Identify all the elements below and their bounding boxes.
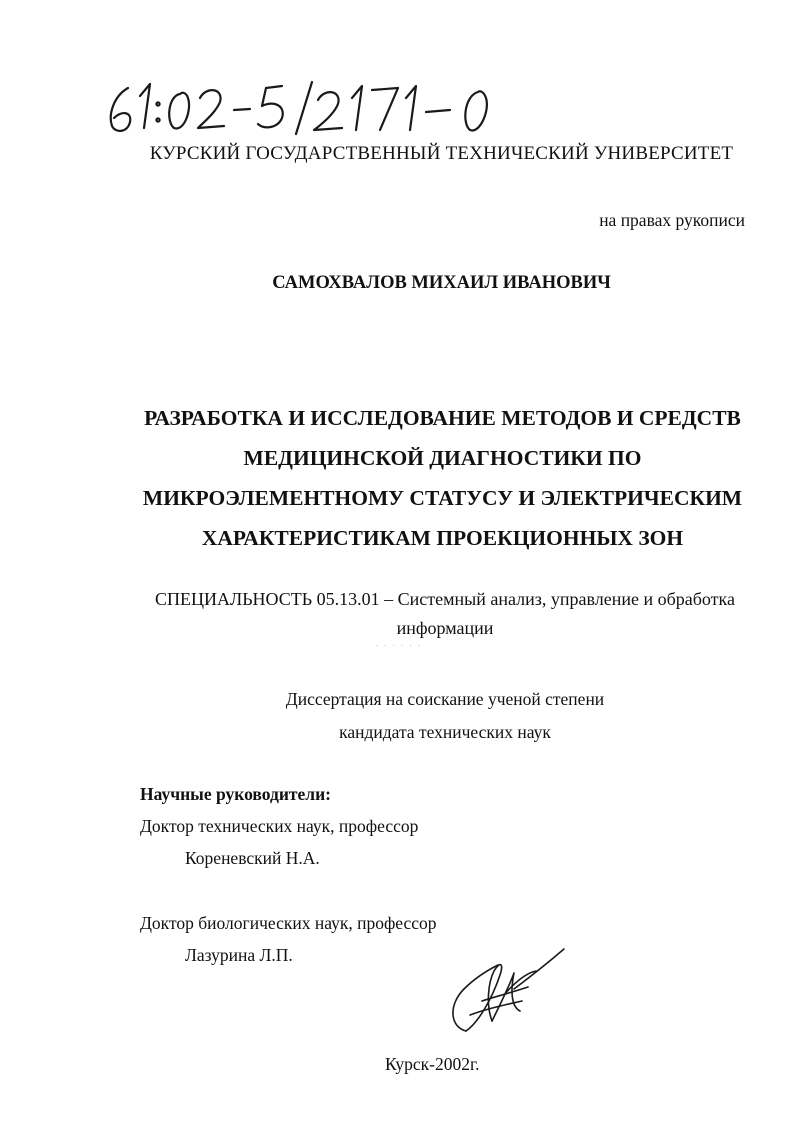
supervisor1-title: Доктор технических наук, профессор bbox=[140, 816, 419, 836]
degree-line: кандидата технических наук bbox=[339, 722, 551, 742]
supervisor2-title: Доктор биологических наук, профессор bbox=[140, 913, 437, 933]
supervisors-heading: Научные руководители: bbox=[140, 784, 332, 804]
archive-number-handwritten bbox=[100, 70, 520, 140]
title-line: ХАРАКТЕРИСТИКАМ ПРОЕКЦИОННЫХ ЗОН bbox=[201, 526, 684, 550]
title-line: МЕДИЦИНСКОЙ ДИАГНОСТИКИ ПО bbox=[243, 446, 642, 470]
supervisor2-name: Лазурина Л.П. bbox=[185, 945, 293, 965]
specialty-line: информации bbox=[396, 618, 494, 638]
city-year: Курск-2002г. bbox=[385, 1054, 480, 1074]
university-name: КУРСКИЙ ГОСУДАРСТВЕННЫЙ ТЕХНИЧЕСКИЙ УНИВЕРСИТЕТ bbox=[149, 143, 734, 164]
dissertation-title bbox=[140, 398, 745, 558]
specialty bbox=[140, 585, 750, 643]
title-line: МИКРОЭЛЕМЕНТНОМУ СТАТУСУ И ЭЛЕКТРИЧЕСКИМ bbox=[142, 486, 743, 510]
faint-stamp-bleed: · · · · · · bbox=[375, 640, 422, 652]
manuscript-rights-note: на правах рукописи bbox=[599, 210, 745, 230]
degree-statement bbox=[140, 683, 750, 749]
author-name: САМОХВАЛОВ МИХАИЛ ИВАНОВИЧ bbox=[272, 273, 611, 293]
supervisor1-name: Кореневский Н.А. bbox=[185, 848, 320, 868]
degree-line: Диссертация на соискание ученой степени bbox=[285, 689, 605, 709]
handwritten-signature-icon bbox=[430, 935, 570, 1045]
title-line: РАЗРАБОТКА И ИССЛЕДОВАНИЕ МЕТОДОВ И СРЕДСТВ bbox=[144, 406, 741, 430]
specialty-line: СПЕЦИАЛЬНОСТЬ 05.13.01 – Системный анализ, управление и обработка bbox=[155, 589, 735, 609]
